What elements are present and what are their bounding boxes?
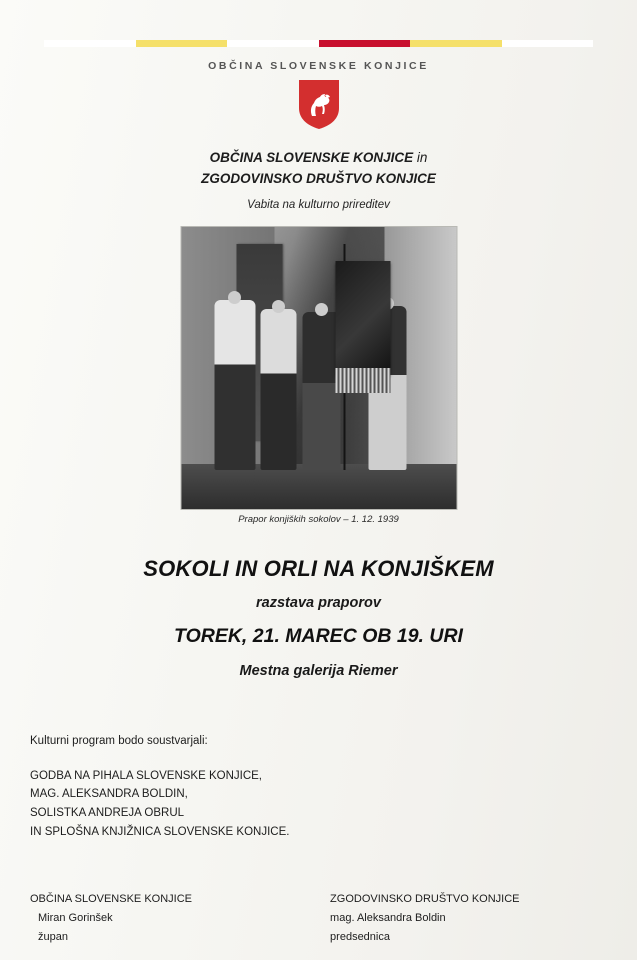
signature-left-organisation: OBČINA SLOVENSKE KONJICE (30, 893, 192, 905)
municipality-name: OBČINA SLOVENSKE KONJICE (208, 60, 429, 72)
organiser-line-2: ZGODOVINSKO DRUŠTVO KONJICE (201, 170, 436, 186)
event-subtitle: razstava praporov (256, 595, 381, 611)
program-intro: Kulturni program bodo soustvarjali: (30, 735, 208, 747)
event-date: TOREK, 21. MAREC OB 19. URI (174, 625, 463, 647)
color-bar-3 (227, 40, 319, 47)
titles-block (0, 556, 637, 679)
program-participants (30, 767, 607, 842)
photo-banner-fringe (335, 368, 390, 393)
photo-figure-1-head (228, 291, 241, 304)
program-participant: MAG. ALEKSANDRA BOLDIN, (30, 788, 188, 801)
program-participant: SOLISTKA ANDREJA OBRUL (30, 806, 185, 819)
program-participant: GODBA NA PIHALA SLOVENSKE KONJICE, (30, 769, 262, 782)
program-block (30, 732, 607, 841)
color-bar-2 (136, 40, 228, 47)
signature-right-organisation: ZGODOVINSKO DRUŠTVO KONJICE (330, 893, 520, 905)
photo-figure-2-head (272, 300, 285, 313)
signature-right (320, 890, 607, 947)
color-bar-6 (502, 40, 594, 47)
photo-caption: Prapor konjiških sokolov – 1. 12. 1939 (238, 514, 399, 525)
organiser-municipality: OBČINA SLOVENSKE KONJICE (209, 150, 414, 165)
photo-figure-2 (261, 309, 297, 470)
organisers-block (0, 148, 637, 215)
footer-signatures (30, 890, 607, 947)
color-bar-1 (44, 40, 136, 47)
historic-photo (180, 226, 457, 510)
photo-figure-3-head (315, 303, 328, 316)
event-venue: Mestna galerija Riemer (239, 663, 398, 679)
organiser-conjunction: in (413, 150, 428, 165)
invitation-text: Vabita na kulturno prireditev (247, 198, 390, 211)
photo-image (181, 227, 456, 509)
signature-right-role: predsednica (330, 930, 390, 943)
header-color-bars (44, 40, 593, 47)
color-bar-5 (410, 40, 502, 47)
signature-left-role: župan (38, 930, 68, 943)
organiser-line-1 (0, 148, 637, 169)
photo-figure-1 (214, 300, 255, 469)
signature-right-name: mag. Aleksandra Boldin (330, 911, 446, 924)
signature-left (30, 890, 307, 947)
coat-of-arms-horse-icon (296, 78, 342, 130)
program-participant: IN SPLOŠNA KNJIŽNICA SLOVENSKE KONJICE. (30, 825, 290, 838)
photo-floor (181, 464, 456, 509)
event-title: SOKOLI IN ORLI NA KONJIŠKEM (143, 556, 494, 581)
photo-banner-flag (335, 261, 390, 374)
color-bar-4 (319, 40, 411, 47)
signature-left-name: Miran Gorinšek (38, 911, 113, 924)
